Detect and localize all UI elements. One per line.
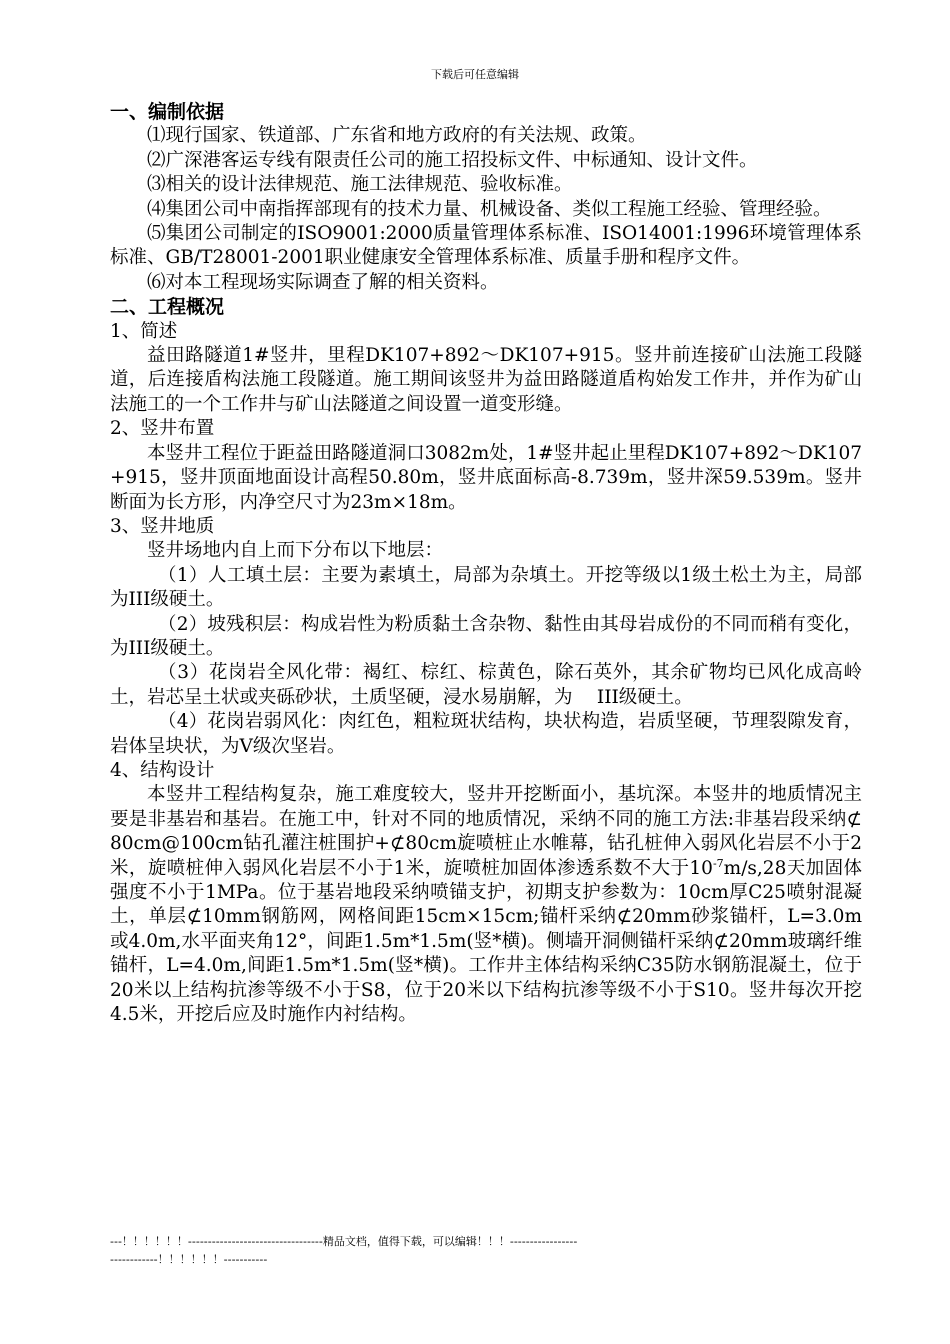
subsection-heading-geology: 3、竖井地质 (110, 515, 215, 537)
basis-item-4: ⑷集团公司中南指挥部现有的技术力量、机械设备、类似工程施工经验、管理经验。 (147, 198, 832, 220)
exponent: -7 (712, 856, 724, 870)
geology-layer-2: （2）坡残积层：构成岩性为粉质黏土含杂物、黏性由其母岩成份的不同而稍有变化，为III级硬土。 (110, 613, 862, 659)
document-body (110, 100, 862, 1027)
section-title-basis: 一、编制依据 (110, 101, 225, 123)
basis-item-3: ⑶相关的设计法律规范、施工法律规范、验收标准。 (147, 174, 573, 196)
geology-layer-1: （1）人工填土层：主要为素填土，局部为杂填土。开挖等级以1级土松土为主，局部为III级硬土。 (110, 564, 862, 611)
subsection-heading-summary: 1、简述 (110, 320, 178, 342)
basis-item-6: ⑹对本工程现场实际调查了解的相关资料。 (147, 271, 499, 293)
geology-layer-3: （3）花岗岩全风化带：褐红、棕红、棕黄色，除石英外，其余矿物均已风化成高岭土，岩芯呈土状或夹砾砂状，土质坚硬，浸水易崩解，为 III级硬土。 (110, 662, 862, 708)
section-title-overview: 二、工程概况 (110, 296, 225, 319)
geology-intro: 竖井场地内自上而下分布以下地层： (147, 540, 444, 562)
header-note: 下载后可任意编辑 (431, 68, 519, 81)
layout-paragraph: 本竖井工程位于距益田路隧道洞口3082m处，1#竖井起止里程DK107+892～DK107+915，竖井顶面地面设计高程50.80m，竖井底面标高-8.739m，竖井深59.539m。竖井断面为长方形，内净空尺寸为23m×18m。 (110, 442, 862, 513)
subsection-heading-layout: 2、竖井布置 (110, 418, 215, 440)
geology-layer-4: （4）花岗岩弱风化：肉红色，粗粒斑状结构，块状构造，岩质坚硬，节理裂隙发育，岩体呈块状，为Ⅴ级次坚岩。 (110, 711, 862, 757)
basis-item-5: ⑸集团公司制定的ISO9001:2000质量管理体系标准、ISO14001:1996环境管理体系标准、GB/T28001-2001职业健康安全管理体系标准、质量手册和程序文件。 (110, 223, 862, 269)
structure-text-a: 本竖井工程结构复杂，施工难度较大，竖井开挖断面小，基坑深。本竖井的地质情况主要是非基岩和基岩。在施工中，针对不同的地质情况，采纳不同的施工方法:非基岩段采纳⊄80cm@100cm钻孔灌注桩围护+⊄80cm旋喷桩止水帷幕，钻孔桩伸入弱风化岩层不小于2米，旋喷桩伸入弱风化岩层不小于1米，旋喷桩加固体渗透系数不大于10 (110, 784, 862, 879)
footer-note: ---！！！！！！----------------------------------精品文档，值得下载，可以编辑！！！-----------------------------！！！！！！----------- (110, 1235, 578, 1266)
basis-item-1: ⑴现行国家、铁道部、广东省和地方政府的有关法规、政策。 (147, 125, 647, 147)
structure-paragraph (110, 783, 862, 1027)
summary-paragraph: 益田路隧道1#竖井，里程DK107+892～DK107+915。竖井前连接矿山法施工段隧道，后连接盾构法施工段隧道。施工期间该竖井为益田路隧道盾构始发工作井，并作为矿山法施工的一个工作井与矿山法隧道之间设置一道变形缝。 (110, 345, 862, 415)
subsection-heading-structure: 4、结构设计 (110, 759, 215, 781)
structure-text-b: m/s,28天加固体强度不小于1MPa。位于基岩地段采纳喷锚支护，初期支护参数为：10cm厚C25喷射混凝土，单层⊄10mm钢筋网，网格间距15cm×15cm;锚杆采纳⊄20mm砂浆锚杆，L=3.0m或4.0m,水平面夹角12°，间距1.5m*1.5m(竖*横)。侧墙开洞侧锚杆采纳⊄20mm玻璃纤维锚杆，L=4.0m,间距1.5m*1.5m(竖*横)。工作井主体结构采纳C35防水钢筋混凝土，位于20米以上结构抗渗等级不小于S8，位于20米以下结构抗渗等级不小于S10。竖井每次开挖4.5米，开挖后应及时施作内衬结构。 (110, 857, 862, 1026)
basis-item-2: ⑵广深港客运专线有限责任公司的施工招投标文件、中标通知、设计文件。 (147, 149, 758, 171)
